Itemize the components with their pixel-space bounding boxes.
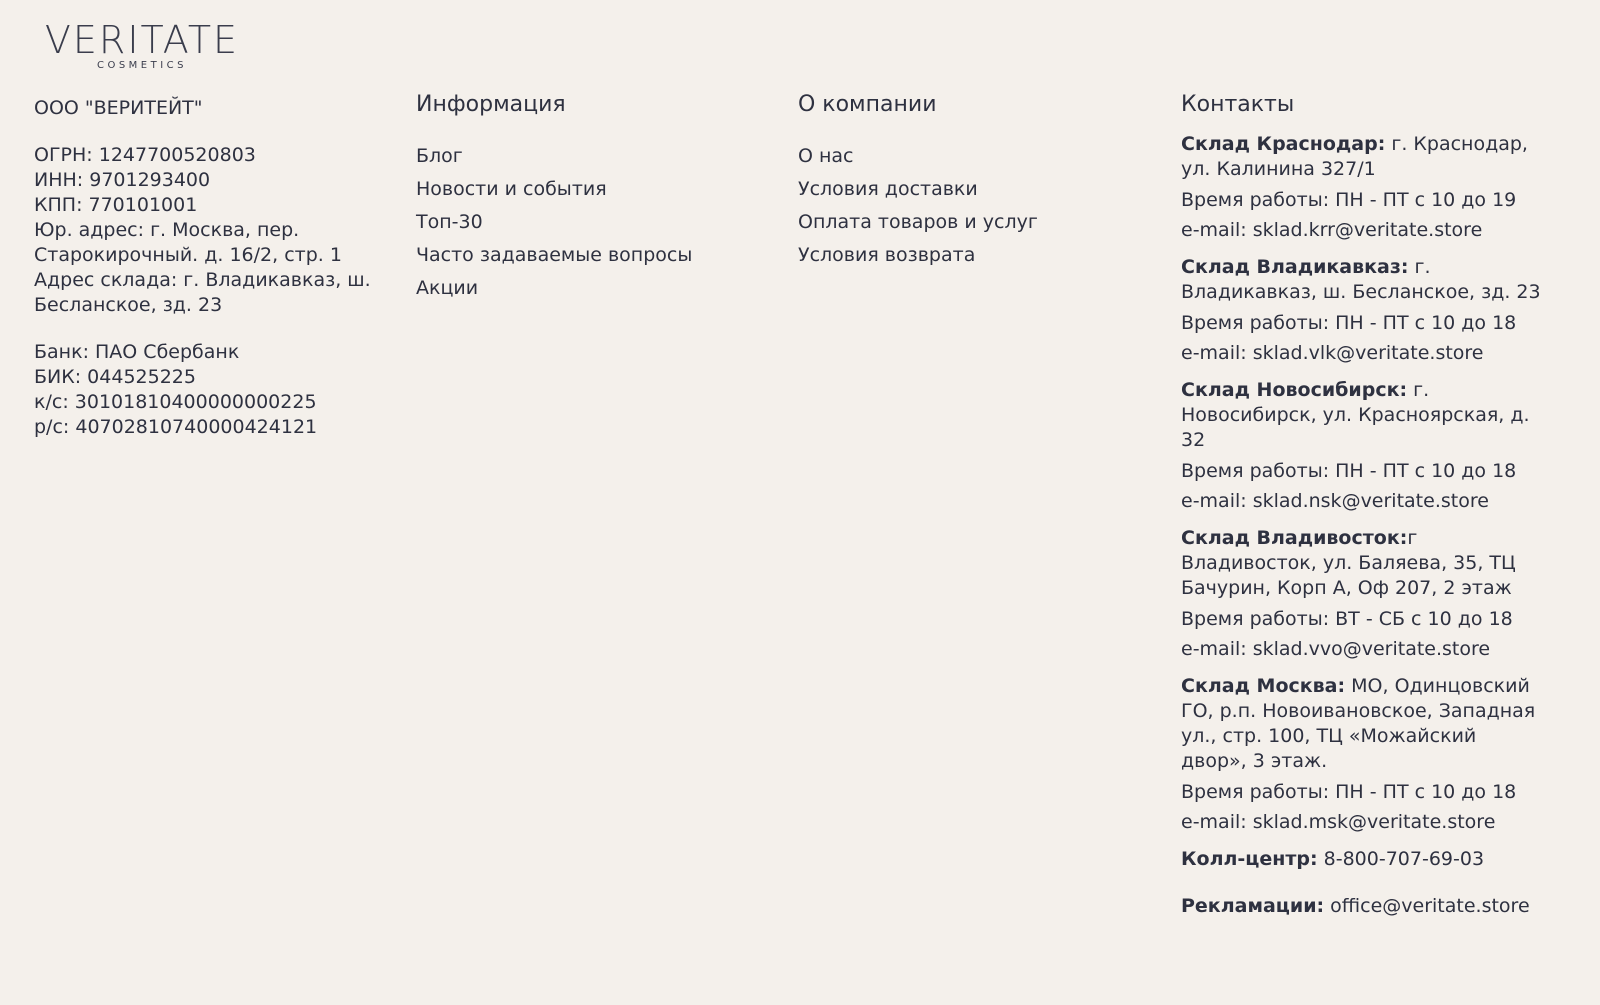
warehouse-address bbox=[1181, 255, 1541, 305]
link-returns[interactable]: Условия возврата bbox=[798, 244, 976, 266]
about-column bbox=[798, 92, 1158, 276]
bank-details bbox=[34, 340, 384, 440]
bank-name: Банк: ПАО Сбербанк bbox=[34, 341, 240, 363]
company-name: ООО "ВЕРИТЕЙТ" bbox=[34, 97, 203, 119]
ogrn: ОГРН: 1247700520803 bbox=[34, 144, 256, 166]
kpp: КПП: 770101001 bbox=[34, 194, 198, 216]
warehouse-address bbox=[1181, 378, 1541, 453]
link-payment[interactable]: Оплата товаров и услуг bbox=[798, 211, 1038, 233]
link-delivery[interactable]: Условия доставки bbox=[798, 178, 978, 200]
warehouse-label: Склад Владивосток: bbox=[1181, 527, 1408, 549]
warehouse-address: Адрес склада: г. Владикавказ, ш. Бесланское, зд. 23 bbox=[34, 269, 371, 316]
warehouse-krasnodar bbox=[1181, 132, 1541, 243]
warehouse-novosibirsk bbox=[1181, 378, 1541, 514]
warehouse-hours: Время работы: ПН - ПТ с 10 до 19 bbox=[1181, 189, 1517, 211]
call-center bbox=[1181, 847, 1541, 872]
warehouse-hours: Время работы: ПН - ПТ с 10 до 18 bbox=[1181, 312, 1517, 334]
info-column bbox=[416, 92, 776, 309]
settlement-account: р/с: 40702810740000424121 bbox=[34, 416, 318, 438]
warehouse-address-text: г Владивосток, ул. Баляева, 35, ТЦ Бачурин, Корп А, Оф 207, 2 этаж bbox=[1181, 527, 1516, 599]
link-top30[interactable]: Топ-30 bbox=[416, 211, 483, 233]
contacts-column bbox=[1181, 92, 1541, 941]
warehouse-address-text: г. Новосибирск, ул. Красноярская, д. 32 bbox=[1181, 379, 1530, 451]
logo-subtitle: COSMETICS bbox=[96, 60, 188, 71]
warehouse-vladivostok bbox=[1181, 526, 1541, 662]
legal-address: Юр. адрес: г. Москва, пер. Старокирочный. д. 16/2, стр. 1 bbox=[34, 219, 342, 266]
warehouse-address bbox=[1181, 132, 1541, 182]
contacts-heading: Контакты bbox=[1181, 92, 1295, 117]
warehouse-label: Склад Владикавказ: bbox=[1181, 256, 1409, 278]
warehouse-label: Склад Москва: bbox=[1181, 675, 1346, 697]
warehouse-address bbox=[1181, 674, 1541, 774]
warehouse-address-text: г. Краснодар, ул. Калинина 327/1 bbox=[1181, 133, 1528, 180]
about-links bbox=[798, 144, 1158, 268]
call-center-label: Колл-центр: bbox=[1181, 848, 1318, 870]
inn: ИНН: 9701293400 bbox=[34, 169, 211, 191]
warehouse-hours: Время работы: ПН - ПТ с 10 до 18 bbox=[1181, 781, 1517, 803]
link-promotions[interactable]: Акции bbox=[416, 277, 479, 299]
legal-details bbox=[34, 143, 384, 318]
warehouse-address-text: г. Владикавказ, ш. Бесланское, зд. 23 bbox=[1181, 256, 1541, 303]
warehouse-address bbox=[1181, 526, 1541, 601]
warehouse-email[interactable]: e-mail: sklad.vvo@veritate.store bbox=[1181, 638, 1491, 660]
company-requisites bbox=[34, 92, 384, 462]
warehouse-email[interactable]: e-mail: sklad.krr@veritate.store bbox=[1181, 219, 1483, 241]
info-heading: Информация bbox=[416, 92, 566, 117]
warehouse-moscow bbox=[1181, 674, 1541, 835]
warehouse-label: Склад Краснодар: bbox=[1181, 133, 1386, 155]
claims-label: Рекламации: bbox=[1181, 895, 1325, 917]
bik: БИК: 044525225 bbox=[34, 366, 196, 388]
warehouse-email[interactable]: e-mail: sklad.vlk@veritate.store bbox=[1181, 342, 1484, 364]
warehouse-label: Склад Новосибирск: bbox=[1181, 379, 1408, 401]
about-heading: О компании bbox=[798, 92, 937, 117]
warehouse-hours: Время работы: ПН - ПТ с 10 до 18 bbox=[1181, 460, 1517, 482]
warehouse-vladikavkaz bbox=[1181, 255, 1541, 366]
warehouse-email[interactable]: e-mail: sklad.msk@veritate.store bbox=[1181, 811, 1496, 833]
claims-email[interactable]: office@veritate.store bbox=[1324, 895, 1530, 917]
claims bbox=[1181, 894, 1541, 919]
warehouse-hours: Время работы: ВТ - СБ с 10 до 18 bbox=[1181, 608, 1513, 630]
call-center-phone[interactable]: 8-800-707-69-03 bbox=[1317, 848, 1485, 870]
warehouse-email[interactable]: e-mail: sklad.nsk@veritate.store bbox=[1181, 490, 1489, 512]
link-news[interactable]: Новости и события bbox=[416, 178, 607, 200]
link-about-us[interactable]: О нас bbox=[798, 145, 854, 167]
correspondent-account: к/с: 30101810400000000225 bbox=[34, 391, 317, 413]
info-links bbox=[416, 144, 776, 301]
brand-logo[interactable] bbox=[34, 18, 250, 72]
link-blog[interactable]: Блог bbox=[416, 145, 463, 167]
logo-wordmark: VERITATE bbox=[44, 18, 240, 62]
link-faq[interactable]: Часто задаваемые вопросы bbox=[416, 244, 693, 266]
warehouse-address-text: МО, Одинцовский ГО, р.п. Новоивановское, Западная ул., стр. 100, ТЦ «Можайский двор», 3 этаж. bbox=[1181, 675, 1536, 772]
